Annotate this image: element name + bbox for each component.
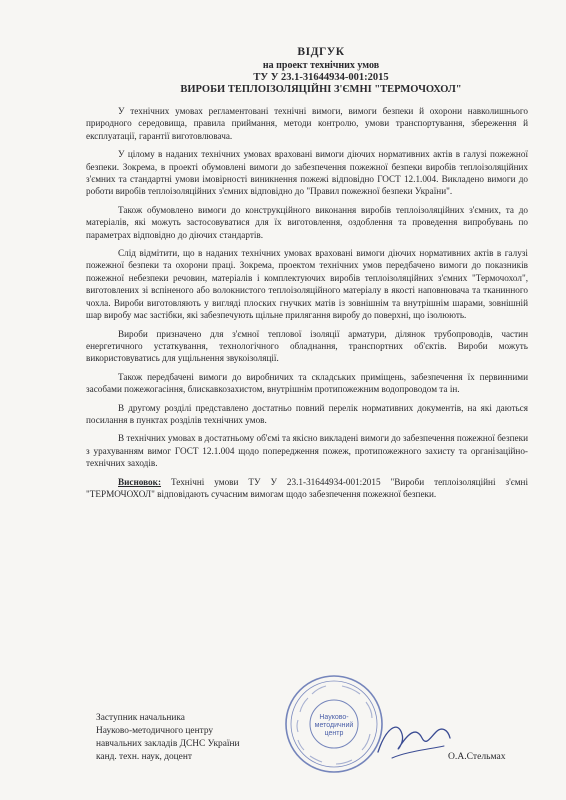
paragraph: В другому розділі представлено достатньо повний перелік нормативних документів, на які даються посилання в пунктах розділів технічних умов. [86,402,528,425]
paragraph: У цілому в наданих технічних умовах враховані вимоги діючих нормативних актів в галузі пожежної безпеки. Зокрема, в проекті обумовлені вимоги до забезпечення пожежної безпеки виробів теплоізоляційних з'ємних та стандартні умови імовірності виникнення пожежі відповідно ГОСТ 12.1.004. Викладено вимоги до роботи виробів теплоізоляційних з'ємних відповідно до "Правил пожежної безпеки України". [86,149,528,197]
conclusion-label: Висновок: [118,476,162,487]
conclusion [86,476,528,501]
review-body [86,105,528,470]
handwritten-signature [372,708,456,768]
document-header [114,46,528,95]
paragraph: Слід відмітити, що в наданих технічних умовах враховані вимоги діючих нормативних актів в галузі пожежної безпеки та охорони праці. Зокрема, проектом технічних умов передбачено вимоги до показників пожежної небезпеки речовин, матеріалів і комплектуючих виробів теплоізоляційних з'ємних "Термочохол", виготовлених зі вспіненого або волокнистого теплоізоляційного матеріалу в якості наповнювача та тканинного чохла. Вироби виготовляють у вигляді плоских гнучких матів із зовнішнім та внутрішнім шарами, зовнішній шар виробу має застібки, які забезпечують щільне прилягання виробу до поверхні, що ізолюють. [86,248,528,321]
seal-stamp [282,672,386,776]
signature-block [96,712,240,764]
paragraph: В технічних умовах в достатньому об'ємі та якісно викладені вимоги до забезпечення пожежної безпеки з урахуванням вимог ГОСТ 12.1.004 щодо попередження пожеж, протипожежного захисту та організаційно-технічних заходів. [86,433,528,469]
paragraph: Також передбачені вимоги до виробничих та складських приміщень, забезпечення їх первинними засобами пожежогасіння, блискавкозахистом, внутрішнім протипожежним водопроводом та ін. [86,371,528,395]
paragraph: Також обумовлено вимоги до конструкційного виконання виробів теплоізоляційних з'ємних, та до матеріалів, які можуть застосовуватися для їх виготовлення, оздоблення та проведення випробувань по параметрах відповідно до діючих стандартів. [86,204,528,240]
stamp-text-3: центр [324,730,344,737]
paragraph: У технічних умовах регламентовані технічні вимоги, вимоги безпеки й охорони навколишнього природного середовища, правила приймання, методи контролю, умови транспортування, збереження й експлуатації, гарантії виготовлювача. [86,106,528,141]
document-title: ВІДГУК [297,46,345,58]
signer-name: О.А.Стельмах [448,751,506,762]
signer-degree: канд. техн. наук, доцент [96,752,192,762]
stamp-text-1: Науково- [319,714,349,721]
spec-code: ТУ У 23.1-31644934-001:2015 [253,72,389,83]
signer-position-2: Науково-методичного центру [96,726,214,736]
paragraph: Вироби призначено для з'ємної теплової ізоляції арматури, ділянок трубопроводів, частин енергетичного устаткування, технологічного обладнання, транспортних об'єктів. Вироби можуть використовуватись для ущільнення звукоізоляції. [86,328,528,364]
document-subtitle: на проект технічних умов [262,60,380,71]
signer-position-1: Заступник начальника [96,713,185,723]
stamp-text-2: методичний [314,722,354,729]
conclusion-text: Технічні умови ТУ У 23.1-31644934-001:2015 "Вироби теплоізоляційні з'ємні "ТЕРМОЧОХОЛ" відповідають сучасним вимогам щодо забезпечення пожежної безпеки. [86,476,528,499]
product-name: ВИРОБИ ТЕПЛОІЗОЛЯЦІЙНІ З'ЄМНІ "ТЕРМОЧОХОЛ" [180,84,462,95]
signer-position-3: навчальних закладів ДСНС України [96,739,240,749]
